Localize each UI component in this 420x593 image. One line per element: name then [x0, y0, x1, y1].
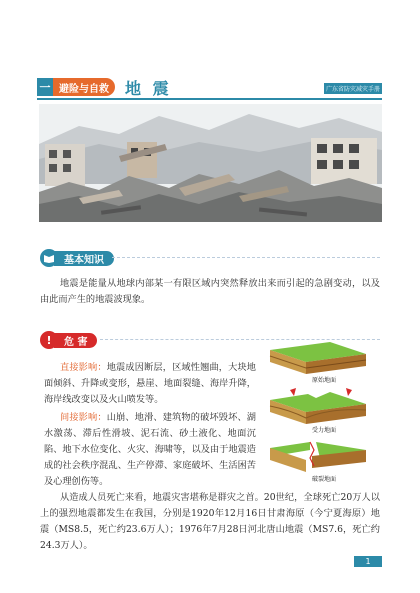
- chapter-tag: 避险与自救: [53, 78, 115, 96]
- chapter-number: 一: [37, 78, 53, 96]
- basic-paragraph: 地震是能量从地球内部某一有限区域内突然释放出来而引起的急剧变动，以及由此而产生的地震波现象。: [40, 278, 380, 305]
- diagram-label-stressed: 受力地面: [312, 427, 337, 434]
- warning-icon: !: [40, 331, 58, 349]
- direct-impact-paragraph: [44, 360, 256, 408]
- indirect-impact-paragraph: [44, 410, 256, 490]
- chapter-header: [37, 77, 172, 97]
- direct-impact-label: 直接影响：: [60, 362, 107, 373]
- diagram-label-original: 原始地面: [312, 377, 337, 384]
- section-basic-label: 基本知识: [54, 251, 114, 266]
- direct-impact-text: 地震成因断层，区域性翘曲，大块地面倾斜、升降或变形，悬崖、地面裂缝、海岸升降，海岸线改变以及火山喷发等。: [44, 362, 256, 405]
- fault-deformation-diagram: [260, 338, 376, 484]
- page-title: 地 震: [125, 78, 172, 98]
- section-basic-knowledge: [40, 249, 114, 267]
- section-divider: [112, 257, 380, 259]
- diagram-label-ruptured: 破裂地面: [312, 476, 337, 483]
- closing-paragraph: 从造成人员死亡来看，地震灾害堪称是群灾之首。20世纪，全球死亡20万人以上的强烈地震都发生在我国，分别是1920年12月16日甘肃海原（今宁夏海原）地震（MS8.5，死亡约23.6万人）；1976年7月28日河北唐山地震（MS7.6，死亡约24.3万人）。: [40, 492, 380, 551]
- section-danger-label: 危 害: [54, 333, 97, 348]
- page-number: 1: [354, 556, 382, 567]
- handbook-label: 广东省防灾减灾手册: [324, 83, 382, 94]
- header-divider: [37, 98, 382, 100]
- indirect-impact-text: 山崩、地滑、建筑物的破坏毁坏、湖水激荡、滞后性滑坡、泥石流、砂土液化、地面沉陷、地下水位变化、火灾、海啸等，以及由于地震造成的社会秩序混乱、生产停滞、家庭破坏、生活困苦及心理创伤等。: [44, 412, 256, 487]
- earthquake-rubble-illustration: [39, 104, 382, 222]
- section-danger: [40, 331, 97, 349]
- indirect-impact-label: 间接影响：: [60, 412, 107, 423]
